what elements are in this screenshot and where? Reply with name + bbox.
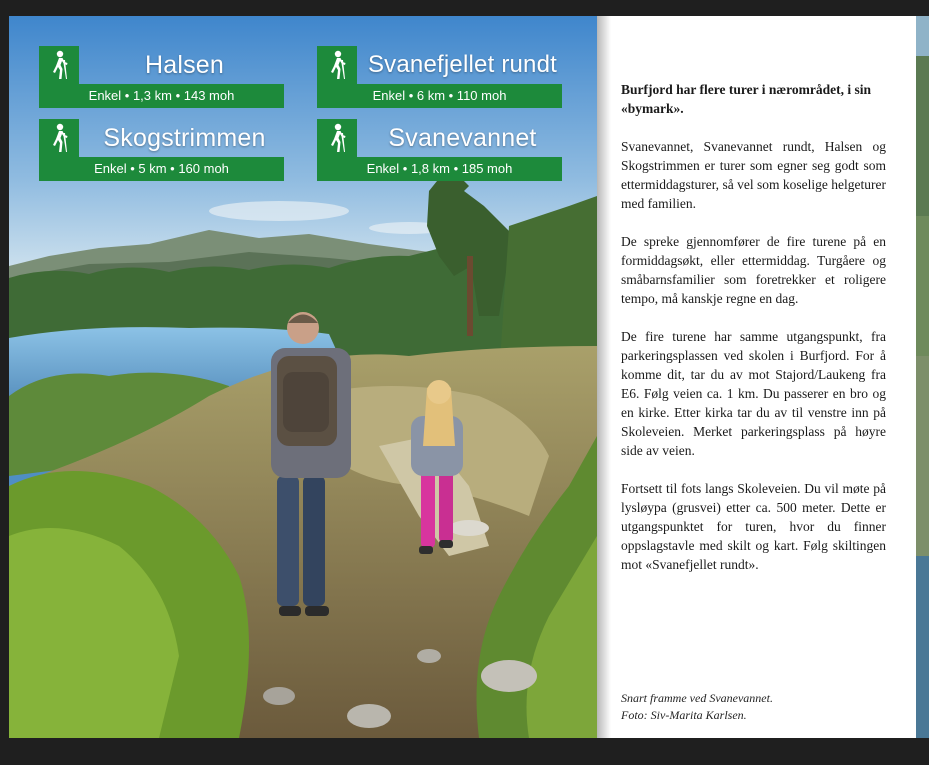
trail-info: Enkel • 1,3 km • 143 moh — [39, 84, 284, 108]
trail-sign-halsen — [39, 46, 284, 108]
trail-name: Skogstrimmen — [103, 124, 266, 152]
hiker-icon — [317, 46, 357, 84]
caption-line: Snart framme ved Svanevannet. — [621, 691, 773, 705]
hiker-icon — [39, 119, 79, 157]
article — [621, 80, 886, 593]
photo-credit: Foto: Siv-Marita Karlsen. — [621, 708, 747, 722]
trail-info: Enkel • 6 km • 110 moh — [317, 84, 562, 108]
trail-name: Svanefjellet rundt — [367, 51, 558, 78]
hiker-icon — [39, 46, 79, 84]
hiking-photo — [9, 16, 597, 738]
text-page — [597, 16, 916, 738]
trail-sign-svanevannet — [317, 119, 562, 181]
trail-sign-svanefjellet-rundt — [317, 46, 562, 108]
hiker-icon — [317, 119, 357, 157]
article-lead: Burfjord har flere turer i nærområdet, i sin «bymark». — [621, 82, 871, 116]
next-page-edge — [916, 16, 929, 738]
trail-sign-skogstrimmen — [39, 119, 284, 181]
trail-info: Enkel • 1,8 km • 185 moh — [317, 157, 562, 181]
trail-name: Halsen — [144, 51, 225, 79]
article-paragraph: De fire turene har samme utgangspunkt, fra parkeringsplassen ved skolen i Burfjord. For å komme dit, tar du av mot Stajord/Laukeng fra E6. Følg veien ca. 1 km. Du passerer en bro og en kirke. Etter kirka tar du av til venstre inn på Skoleveien. Merket parkeringsplass på høyre side av veien. — [621, 329, 886, 458]
photo-caption — [621, 690, 891, 724]
article-paragraph: De spreke gjennomfører de fire turene på en formiddagsøkt, eller ettermiddag. Turgåere og småbarnsfamilier som foretrekker et roligere tempo, må kanskje regne en dag. — [621, 234, 886, 306]
trail-name: Svanevannet — [388, 124, 537, 152]
article-paragraph: Fortsett til fots langs Skoleveien. Du vil møte på lysløypa (grusvei) etter ca. 500 meter. Dette er utgangspunktet for turen, hvor du finner oppslagstavle med skilt og kart. Følg skiltingen mot «Svanefjellet rundt». — [621, 481, 886, 572]
trail-info: Enkel • 5 km • 160 moh — [39, 157, 284, 181]
article-paragraph: Svanevannet, Svanevannet rundt, Halsen og Skogstrimmen er turer som egner seg godt som ettermiddagsturer, så vel som koselige helgeturer med familien. — [621, 139, 886, 211]
